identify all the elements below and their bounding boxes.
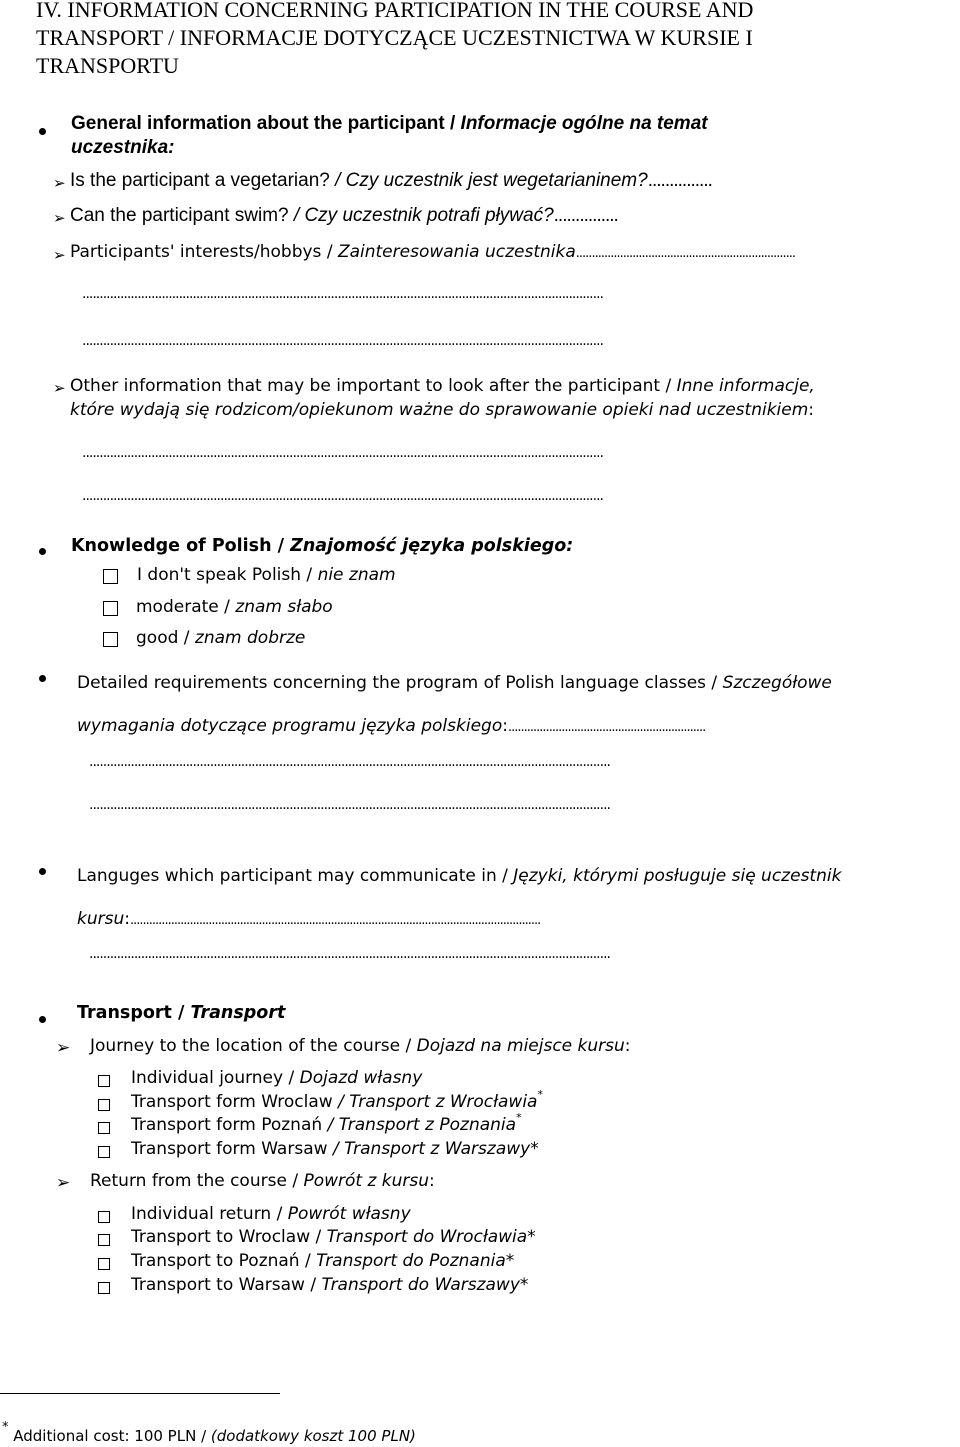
arrow-bullet-icon: ➢ [56,1038,71,1058]
option-individual-return: Individual return / Powrót własny [131,1204,411,1224]
swim-question: Can the participant swim? / Czy uczestnik potrafi pływać?............... [70,205,618,226]
hobbies-answer-line[interactable]: ....................................................................................................................................................... [82,286,603,302]
bullet-dot-icon [39,1016,46,1023]
other-info-question: Other information that may be important to look after the participant / Inne informacje, które wydają się rodzicom/opiekunom ważne do sprawowanie opieki nad uczestnikiem: [70,376,815,420]
heading-line-3: TRANSPORTU [36,53,179,78]
checkbox-transport-from-wroclaw[interactable] [98,1099,110,1111]
checkbox-no-polish[interactable] [103,569,118,584]
arrow-bullet-icon: ➢ [56,1173,71,1193]
option-transport-from-wroclaw: Transport form Wroclaw / Transport z Wrocławia* [131,1088,543,1112]
arrow-bullet-icon: ➢ [53,209,66,227]
checkbox-transport-to-wroclaw[interactable] [98,1234,110,1246]
polish-knowledge-title: Knowledge of Polish / Znajomość języka polskiego: [71,536,574,556]
languages-answer-line[interactable]: ....................................................................................................................................................... [89,946,610,962]
checkbox-good[interactable] [103,632,118,647]
journey-question: Journey to the location of the course / Dojazd na miejsce kursu: [90,1036,631,1056]
languages-answer-field[interactable]: ................................................................................................................................... [129,913,541,928]
bullet-dot-icon [39,548,46,555]
section-heading [36,0,753,80]
vegetarian-answer-field[interactable]: ............... [647,170,712,191]
swim-answer-field[interactable]: ............... [553,205,618,226]
checkbox-transport-to-poznan[interactable] [98,1258,110,1270]
bullet-dot-icon [39,675,46,682]
other-info-answer-line[interactable]: ....................................................................................................................................................... [82,488,603,504]
requirements-answer-field[interactable]: ............................................................... [507,720,706,735]
transport-title: Transport / Transport [77,1003,286,1023]
option-good: good / znam dobrze [136,628,306,648]
checkbox-individual-journey[interactable] [98,1075,110,1087]
hobbies-question: Participants' interests/hobbys / Zainteresowania uczestnika...................................................................... [70,242,796,262]
option-transport-from-poznan: Transport form Poznań / Transport z Poznania* [131,1111,522,1135]
return-question: Return from the course / Powrót z kursu: [90,1171,435,1191]
bullet-dot-icon [39,868,46,875]
option-transport-to-warsaw: Transport to Warsaw / Transport do Warszawy* [131,1275,529,1295]
checkbox-transport-from-poznan[interactable] [98,1122,110,1134]
option-individual-journey: Individual journey / Dojazd własny [131,1068,423,1088]
checkbox-transport-from-warsaw[interactable] [98,1146,110,1158]
heading-line-1: IV. INFORMATION CONCERNING PARTICIPATION IN THE COURSE AND [36,0,754,22]
bullet-dot-icon [39,128,46,135]
option-moderate: moderate / znam słabo [136,597,333,617]
heading-line-2: TRANSPORT / INFORMACJE DOTYCZĄCE UCZESTNICTWA W KURSIE I [36,25,753,50]
general-info-title: General information about the participant / Informacje ogólne na temat uczestnika: [71,113,708,158]
option-no-polish: I don't speak Polish / nie znam [137,565,396,585]
arrow-bullet-icon: ➢ [53,246,66,264]
footnote-separator [0,1393,280,1394]
requirements-answer-line[interactable]: ....................................................................................................................................................... [89,754,610,770]
languages-question: Languges which participant may communicate in / Języki, którymi posługuje się uczestnik kursu:................................................................................................................................... [77,866,842,929]
other-info-answer-line[interactable]: ....................................................................................................................................................... [82,445,603,461]
arrow-bullet-icon: ➢ [53,174,66,192]
option-transport-to-wroclaw: Transport to Wroclaw / Transport do Wrocławia* [131,1227,536,1247]
checkbox-transport-to-warsaw[interactable] [98,1282,110,1294]
requirements-answer-line[interactable]: ....................................................................................................................................................... [89,797,610,813]
vegetarian-question: Is the participant a vegetarian? / Czy uczestnik jest wegetarianinem?............... [70,170,712,191]
requirements-question: Detailed requirements concerning the program of Polish language classes / Szczegółowe wymagania dotyczące programu języka polskiego:............................................................... [77,673,832,736]
arrow-bullet-icon: ➢ [53,379,66,397]
hobbies-answer-field[interactable]: ...................................................................... [575,246,796,261]
option-transport-to-poznan: Transport to Poznań / Transport do Poznania* [131,1251,515,1271]
option-transport-from-warsaw: Transport form Warsaw / Transport z Warszawy* [131,1139,539,1159]
footnote: * Additional cost: 100 PLN / (dodatkowy koszt 100 PLN) [2,1420,416,1445]
checkbox-individual-return[interactable] [98,1211,110,1223]
checkbox-moderate[interactable] [103,601,118,616]
hobbies-answer-line[interactable]: ....................................................................................................................................................... [82,333,603,349]
